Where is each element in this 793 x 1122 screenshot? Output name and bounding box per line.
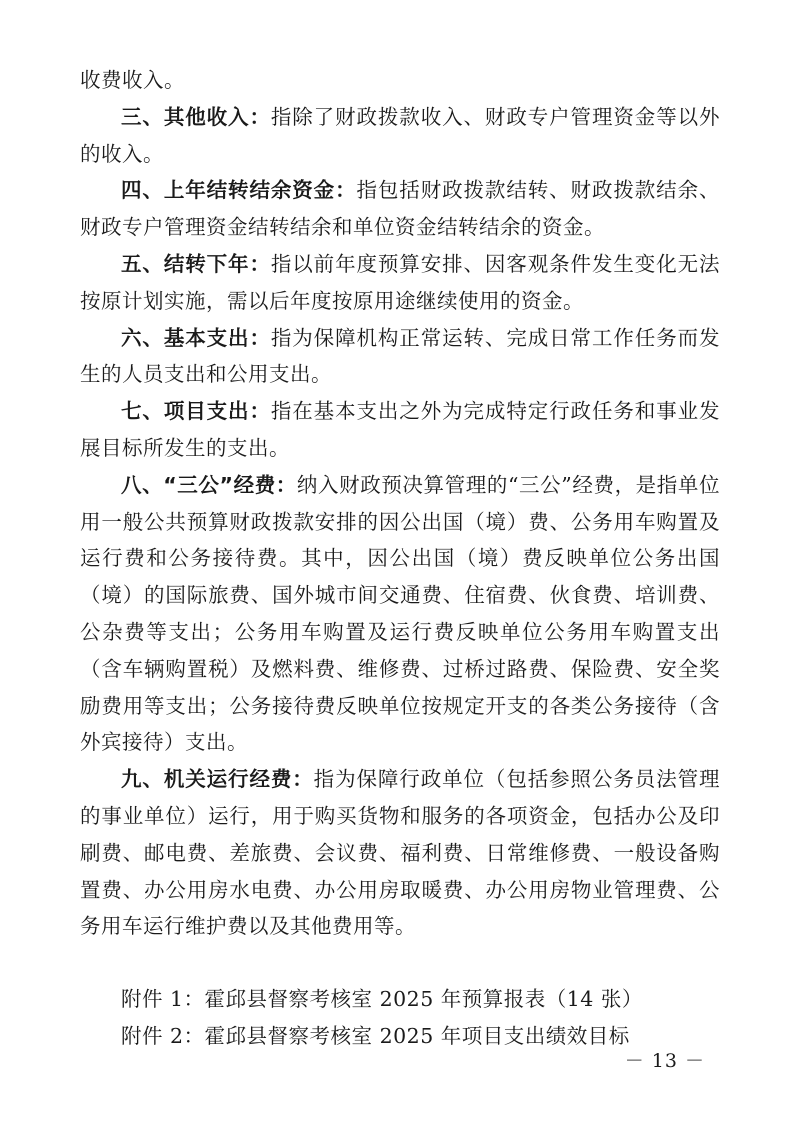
attachment-1: 附件 1：霍邱县督察考核室 2025 年预算报表（14 张） [121, 987, 643, 1012]
definition-term: 九、机关运行经费： [121, 767, 314, 792]
definition-prior-year-balance [80, 172, 720, 246]
definition-term: 八、“三公”经费： [121, 472, 297, 497]
page-number: － 13 － [624, 1050, 705, 1072]
definition-text: 指为保障机构正常运转、完成日常工作任务而发生的人员支出和公用支出。 [80, 325, 721, 387]
document-body [80, 62, 720, 1055]
attachment-2: 附件 2：霍邱县督察考核室 2025 年项目支出绩效目标 [121, 1023, 630, 1048]
definition-text: 指为保障行政单位（包括参照公务员法管理的事业单位）运行，用于购买货物和服务的各项资金，包括办公及印刷费、邮电费、差旅费、会议费、福利费、日常维修费、一般设备购置费、办公用房水电费、办公用房取暖费、办公用房物业管理费、公务用车运行维护费以及其他费用等。 [80, 767, 721, 939]
attachments-list [80, 981, 720, 1055]
opening-continuation: 收费收入。 [80, 68, 185, 92]
definition-text: 指在基本支出之外为完成特定行政任务和事业发展目标所发生的支出。 [80, 399, 721, 460]
definition-text: 指包括财政拨款结转、财政拨款结余、财政专户管理资金结转结余和单位资金结转结余的资金。 [80, 178, 721, 240]
definition-project-expenditure [80, 393, 720, 467]
definition-text: 指以前年度预算安排、因客观条件发生变化无法按原计划实施，需以后年度按原用途继续使用的资金。 [80, 251, 721, 313]
definition-term: 七、项目支出： [121, 399, 271, 424]
definition-basic-expenditure [80, 320, 720, 394]
definition-term: 四、上年结转结余资金： [121, 178, 357, 203]
definition-text: 纳入财政预决算管理的“三公”经费，是指单位用一般公共预算财政拨款安排的因公出国（境）费、公务用车购置及运行费和公务接待费。其中，因公出国（境）费反映单位公务出国（境）的国际旅费、国外城市间交通费、住宿费、伙食费、培训费、公杂费等支出；公务用车购置及运行费反映单位公务用车购置支出（含车辆购置税）及燃料费、维修费、过桥过路费、保险费、安全奖励费用等支出；公务接待费反映单位按规定开支的各类公务接待（含外宾接待）支出。 [80, 472, 720, 755]
definition-other-income [80, 99, 720, 173]
definition-term: 六、基本支出： [121, 325, 271, 350]
definition-carry-forward [80, 246, 720, 320]
definition-agency-operating-expenses [80, 761, 720, 945]
definition-term: 三、其他收入： [121, 104, 271, 129]
definition-text: 指除了财政拨款收入、财政专户管理资金等以外的收入。 [80, 104, 721, 166]
definition-three-public-expenses [80, 467, 720, 761]
definition-term: 五、结转下年： [121, 251, 271, 276]
